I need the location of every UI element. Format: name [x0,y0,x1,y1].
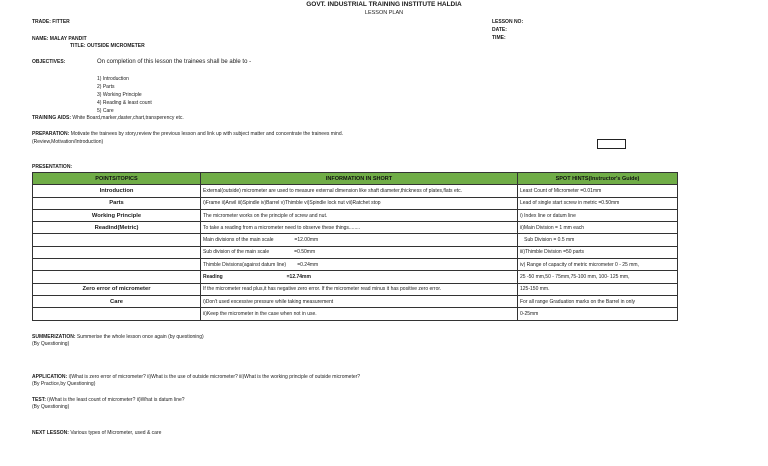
test-sub: (By Questioning) [32,404,70,410]
topic-cell: Parts [33,197,201,209]
table-row [33,185,678,197]
hint-cell: i) Index line or datum line [518,209,678,221]
training-aids-label: TRAINING AIDS: [32,115,71,121]
test-text: i)What is the least count of micrometer? ii)What is datum line? [47,397,185,403]
trade-label: TRADE: FITTER [32,19,70,25]
table-row [33,295,678,307]
topic-cell: Introduction [33,185,201,197]
objective-item: 3) Working Principle [97,92,142,98]
hint-cell: 0-25mm [518,308,678,320]
topic-cell: Zero error of micrometer [33,283,201,295]
summerization [32,334,204,341]
hint-cell: Least Count of Micrometer =0.01mm [518,185,678,197]
time-label: TIME: [492,35,506,41]
info-cell: i)Don't used excessive pressure while taking measurement [201,295,518,307]
title-label: TITLE: OUTSIDE MICROMETER [70,43,145,49]
test-label: TEST: [32,397,46,403]
summerization-label: SUMMERIZATION: [32,334,76,340]
table-row [33,234,678,246]
objective-item: 5) Care [97,108,114,114]
application-text: i)What is zero error of micrometer? ii)What is the use of outside micrometer? iii)What is the working principle of outside micrometer? [68,374,361,380]
table-row [33,259,678,271]
presentation-table [32,172,678,321]
hint-cell: 25 -50 mm,50 - 75mm,75-100 mm, 100- 125 mm, [518,271,678,283]
hint-cell: iv) Range of capacity of metric micrometer 0 - 25 mm, [518,259,678,271]
preparation [32,131,343,138]
hint-cell: Sub Division = 0.5 mm [518,234,678,246]
header-points-topics: POINTS/TOPICS [33,173,201,185]
date-label: DATE: [492,27,507,33]
application-sub: (By Practice,by Questioning) [32,381,96,387]
info-cell: Main divisions of the main scale =12.00mm [201,234,518,246]
objectives-intro: On completion of this lesson the trainees shall be able to - [97,59,252,65]
info-cell: The micrometer works on the principle of screw and nut. [201,209,518,221]
next-lesson-text: Various types of Micrometer, used & care [70,430,162,436]
preparation-label: PREPARATION: [32,131,70,137]
next-lesson [32,430,161,437]
table-row [33,271,678,283]
application-label: APPLICATION: [32,374,68,380]
table-row [33,246,678,258]
topic-cell [33,234,201,246]
info-cell: Sub division of the main scale =0.50mm [201,246,518,258]
next-lesson-label: NEXT LESSON: [32,430,69,436]
table-row [33,283,678,295]
application [32,374,360,381]
summerization-sub: (By Questioning) [32,341,70,347]
objective-item: 4) Reading & least count [97,100,152,106]
topic-cell: Care [33,295,201,307]
header-spot-hints: SPOT HINTS(Instructor's Guide) [518,173,678,185]
lesson-no-label: LESSON NO: [492,19,524,25]
presentation-label: PRESENTATION: [32,164,73,170]
table-header-row [33,173,678,185]
topic-cell [33,308,201,320]
objective-item: 2) Parts [97,84,115,90]
info-cell: Reading =12.74mm [201,271,518,283]
hint-cell: iii)Thimble Division =50 parts [518,246,678,258]
hint-cell: For all range Graduation marks on the Barrel in only [518,295,678,307]
empty-box [597,139,626,149]
table-row [33,222,678,234]
test [32,397,185,404]
topic-cell: Working Principle [33,209,201,221]
topic-cell [33,271,201,283]
info-cell: External(outside) micrometer are used to measure external dimension like shaft diameter,thickness of plates,flats etc. [201,185,518,197]
info-cell: To take a reading from a micrometer need to observe these things........ [201,222,518,234]
info-cell: If the micrometer read plus,it has negative zero error. If the micrometer read minus it has positive zero error. [201,283,518,295]
preparation-text: Motivate the trainees by story,review the previous lesson and link up with subject matter and concentrate the trainees mind. [70,131,343,137]
topic-cell [33,259,201,271]
header-information: INFORMATION IN SHORT [201,173,518,185]
document-title: LESSON PLAN [364,10,404,16]
name-label: NAME: MALAY PANDIT [32,36,87,42]
table-row [33,209,678,221]
training-aids [32,115,184,122]
objectives-list [97,75,152,115]
info-cell: i)Frame ii)Anvil iii)Spindle iv)Barrel v)Thimble vi)Spindle lock nut vii)Ratchet stop [201,197,518,209]
topic-cell [33,246,201,258]
objectives-label: OBJECTIVES: [32,59,66,65]
hint-cell: 125-150 mm. [518,283,678,295]
preparation-sub: (Review,Motivation/Introduction) [32,139,104,145]
table-row [33,308,678,320]
objective-item: 1) Introduction [97,76,129,82]
training-aids-text: White Board,marker,daster,chart,transperency etc. [72,115,184,121]
info-cell: Thimble Divisions(against datum line) =0.24mm [201,259,518,271]
topic-cell: Readind(Metric) [33,222,201,234]
hint-cell: Lead of single start screw in metric =0.50mm [518,197,678,209]
table-row [33,197,678,209]
info-cell: ii)Keep the micrometer in the case when not in use. [201,308,518,320]
hint-cell: ii)Main Division = 1 mm each [518,222,678,234]
institute-title: GOVT. INDUSTRIAL TRAINING INSTITUTE HALDIA [306,1,462,8]
summerization-text: Summerise the whole lesson once again (by questioning) [76,334,204,340]
